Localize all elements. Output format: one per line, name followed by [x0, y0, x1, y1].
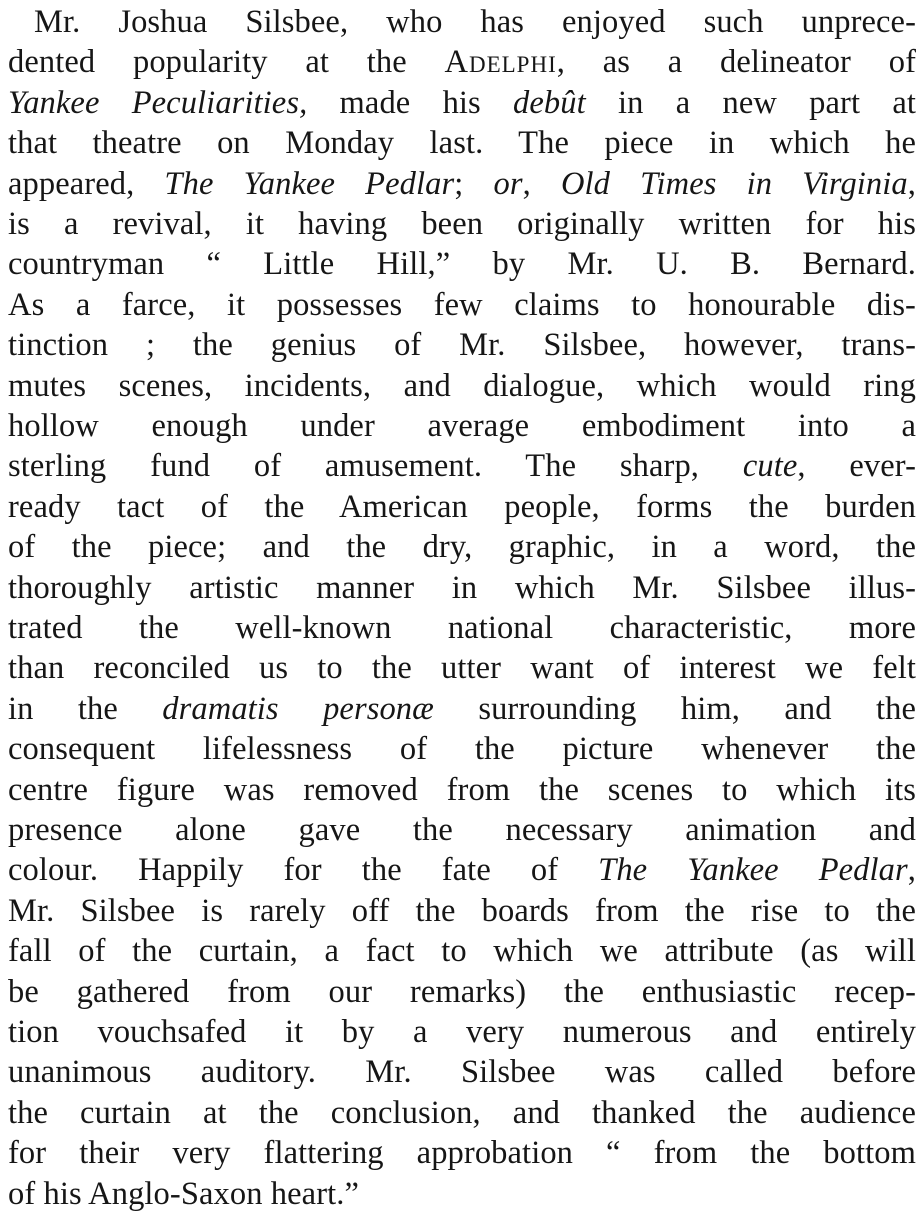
text-segment: , ever- — [797, 448, 916, 485]
text-segment: mutes scenes, incidents, and dialogue, which would ring — [8, 367, 916, 404]
text-segment: presence alone gave the necessary animation and — [8, 812, 916, 848]
small-caps-text: Adelphi — [444, 44, 557, 81]
text-segment: made his — [307, 84, 514, 121]
text-line — [8, 689, 916, 729]
text-segment: , — [522, 165, 561, 202]
italic-text: Old Times in Virginia — [560, 165, 908, 202]
text-line — [8, 164, 916, 204]
text-segment: Mr. Joshua Silsbee, who has enjoyed such unprece- — [34, 4, 916, 40]
text-segment: surrounding him, and the — [433, 690, 917, 727]
text-segment: the curtain at the conclusion, and thanked the audience — [8, 1094, 916, 1131]
text-segment: centre figure was removed from the scenes to which its — [8, 771, 916, 808]
text-segment: colour. Happily for the fate of — [8, 852, 599, 889]
text-line — [8, 568, 916, 608]
text-line — [8, 608, 916, 648]
text-segment: ready tact of the American people, forms the burden — [8, 488, 916, 525]
text-segment: tion vouchsafed it by a very numerous and entirely — [8, 1014, 916, 1050]
text-line — [8, 83, 916, 123]
italic-text: The Yankee Pedlar — [598, 852, 908, 889]
text-segment: in the — [8, 690, 163, 727]
text-segment: in a new part at — [585, 84, 916, 121]
text-segment: unanimous auditory. Mr. Silsbee was called before — [8, 1054, 916, 1091]
text-line — [8, 2, 916, 42]
text-segment: of the piece; and the dry, graphic, in a word, the — [8, 529, 916, 566]
text-line — [8, 648, 916, 688]
text-line — [8, 770, 916, 810]
text-line — [8, 244, 916, 284]
text-segment: consequent lifelessness of the picture whenever the — [8, 731, 916, 768]
text-segment: countryman “ Little Hill,” by Mr. U. B. Bernard. — [8, 246, 916, 283]
text-segment: thoroughly artistic manner in which Mr. Silsbee illus- — [8, 569, 916, 606]
text-segment: , — [907, 165, 916, 202]
text-line — [8, 1133, 916, 1173]
text-segment: that theatre on Monday last. The piece in which he — [8, 125, 916, 162]
text-segment: , — [907, 852, 916, 889]
italic-text: Yankee Peculiarities, — [8, 84, 308, 121]
text-line — [8, 1052, 916, 1092]
text-segment: fall of the curtain, a fact to which we attribute (as will — [8, 933, 916, 970]
text-line — [8, 123, 916, 163]
text-line — [8, 1093, 916, 1133]
text-segment: sterling fund of amusement. The sharp, — [8, 448, 743, 485]
text-line — [8, 406, 916, 446]
text-segment: hollow enough under average embodiment into a — [8, 408, 916, 444]
text-segment: ; — [454, 165, 494, 202]
text-segment: be gathered from our remarks) the enthusiastic recep- — [8, 973, 916, 1010]
italic-text: cute — [742, 448, 798, 485]
text-line — [8, 1012, 916, 1052]
text-segment: trated the well-known national characteristic, more — [8, 610, 916, 646]
text-line — [8, 527, 916, 567]
text-segment: for their very flattering approbation “ from the bottom — [8, 1135, 916, 1172]
text-line — [8, 204, 916, 244]
text-line — [8, 446, 916, 486]
text-line — [8, 850, 916, 890]
text-line — [8, 972, 916, 1012]
text-segment: of his Anglo-Saxon heart.” — [8, 1175, 360, 1212]
text-segment: tinction ; the genius of Mr. Silsbee, however, trans- — [8, 327, 916, 364]
text-line — [8, 487, 916, 527]
text-line — [8, 325, 916, 365]
text-segment: , as a delineator of — [556, 44, 916, 81]
text-line — [8, 891, 916, 931]
text-segment: As a farce, it possesses few claims to honourable dis- — [8, 286, 916, 323]
text-line — [8, 42, 916, 82]
text-line — [8, 1174, 916, 1214]
text-line — [8, 285, 916, 325]
text-line — [8, 931, 916, 971]
text-line — [8, 366, 916, 406]
text-segment: Mr. Silsbee is rarely off the boards from the rise to the — [8, 892, 916, 929]
text-segment: appeared, — [8, 165, 165, 202]
text-line — [8, 810, 916, 850]
italic-text: dramatis personæ — [162, 690, 434, 727]
text-segment: dented popularity at the — [8, 44, 445, 81]
italic-text: The Yankee Pedlar — [164, 165, 455, 202]
italic-text: or — [493, 165, 523, 202]
text-line — [8, 729, 916, 769]
text-segment: is a revival, it having been originally written for his — [8, 206, 916, 242]
text-segment: than reconciled us to the utter want of interest we felt — [8, 650, 916, 687]
italic-text: debût — [513, 84, 586, 121]
